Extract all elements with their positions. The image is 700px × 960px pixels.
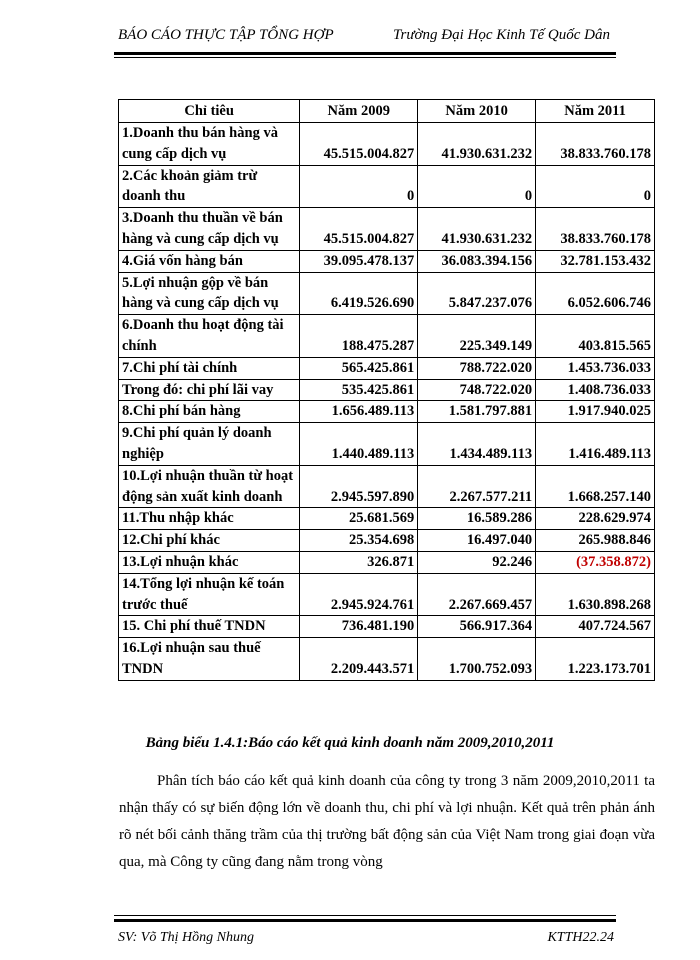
value-2010: 788.722.020 — [418, 357, 536, 379]
value-2009: 25.354.698 — [300, 530, 418, 552]
page-header — [118, 27, 610, 44]
value-2009: 6.419.526.690 — [300, 272, 418, 315]
value-2009: 2.945.924.761 — [300, 573, 418, 616]
table-row — [119, 530, 655, 552]
table-row — [119, 423, 655, 466]
table-row — [119, 379, 655, 401]
value-2011: 1.668.257.140 — [536, 465, 655, 508]
row-label: 7.Chi phí tài chính — [119, 357, 300, 379]
footer-rule-thin — [114, 915, 616, 916]
value-2011: 38.833.760.178 — [536, 208, 655, 251]
value-2011: 32.781.153.432 — [536, 250, 655, 272]
student-name: SV: Võ Thị Hồng Nhung — [118, 930, 254, 945]
value-2009: 2.209.443.571 — [300, 638, 418, 681]
row-label: 1.Doanh thu bán hàng và cung cấp dịch vụ — [119, 123, 300, 166]
row-label: 12.Chi phí khác — [119, 530, 300, 552]
table-row — [119, 573, 655, 616]
value-2009: 535.425.861 — [300, 379, 418, 401]
value-2010: 2.267.577.211 — [418, 465, 536, 508]
row-label: 13.Lợi nhuận khác — [119, 551, 300, 573]
row-label: 10.Lợi nhuận thuần từ hoạt động sản xuất kinh doanh — [119, 465, 300, 508]
header-rule-thin — [114, 57, 616, 58]
value-2011: 0 — [536, 165, 655, 208]
value-2011: 265.988.846 — [536, 530, 655, 552]
row-label: 14.Tổng lợi nhuận kế toán trước thuế — [119, 573, 300, 616]
page-footer — [118, 930, 614, 946]
table-row — [119, 357, 655, 379]
income-statement-table — [118, 99, 655, 681]
value-2011: 407.724.567 — [536, 616, 655, 638]
table-row — [119, 272, 655, 315]
value-2011: 403.815.565 — [536, 315, 655, 358]
value-2010: 1.700.752.093 — [418, 638, 536, 681]
value-2009: 1.440.489.113 — [300, 423, 418, 466]
row-label: 8.Chi phí bán hàng — [119, 401, 300, 423]
value-2009: 25.681.569 — [300, 508, 418, 530]
value-2011: 38.833.760.178 — [536, 123, 655, 166]
table-row — [119, 551, 655, 573]
value-2009: 736.481.190 — [300, 616, 418, 638]
value-2011: 1.223.173.701 — [536, 638, 655, 681]
row-label: 6.Doanh thu hoạt động tài chính — [119, 315, 300, 358]
value-2010: 16.497.040 — [418, 530, 536, 552]
report-title: BÁO CÁO THỰC TẬP TỔNG HỢP — [118, 27, 334, 43]
value-2010: 748.722.020 — [418, 379, 536, 401]
table-row — [119, 465, 655, 508]
value-2010: 92.246 — [418, 551, 536, 573]
row-label: 15. Chi phí thuế TNDN — [119, 616, 300, 638]
row-label: 4.Giá vốn hàng bán — [119, 250, 300, 272]
value-2009: 326.871 — [300, 551, 418, 573]
value-2011: (37.358.872) — [536, 551, 655, 573]
table-row — [119, 165, 655, 208]
value-2010: 16.589.286 — [418, 508, 536, 530]
value-2009: 1.656.489.113 — [300, 401, 418, 423]
value-2011: 1.408.736.033 — [536, 379, 655, 401]
university-name: Trường Đại Học Kinh Tế Quốc Dân — [392, 27, 610, 43]
value-2010: 2.267.669.457 — [418, 573, 536, 616]
table-caption: Bảng biểu 1.4.1:Báo cáo kết quả kinh doanh năm 2009,2010,2011 — [145, 735, 555, 751]
value-2011: 6.052.606.746 — [536, 272, 655, 315]
column-header-indicator: Chỉ tiêu — [119, 100, 300, 123]
value-2010: 5.847.237.076 — [418, 272, 536, 315]
row-label: Trong đó: chi phí lãi vay — [119, 379, 300, 401]
row-label: 9.Chi phí quản lý doanh nghiệp — [119, 423, 300, 466]
column-header-2009: Năm 2009 — [300, 100, 418, 123]
footer-rule-thick — [114, 919, 616, 922]
value-2010: 0 — [418, 165, 536, 208]
value-2009: 45.515.004.827 — [300, 123, 418, 166]
table-row — [119, 208, 655, 251]
value-2011: 1.630.898.268 — [536, 573, 655, 616]
table-row — [119, 508, 655, 530]
table-row — [119, 250, 655, 272]
table-header-row — [119, 100, 655, 123]
table-row — [119, 638, 655, 681]
header-rule-thick — [114, 52, 616, 55]
value-2009: 2.945.597.890 — [300, 465, 418, 508]
value-2010: 1.581.797.881 — [418, 401, 536, 423]
value-2011: 1.917.940.025 — [536, 401, 655, 423]
table-row — [119, 123, 655, 166]
value-2010: 566.917.364 — [418, 616, 536, 638]
value-2009: 188.475.287 — [300, 315, 418, 358]
value-2009: 45.515.004.827 — [300, 208, 418, 251]
row-label: 16.Lợi nhuận sau thuế TNDN — [119, 638, 300, 681]
value-2011: 1.416.489.113 — [536, 423, 655, 466]
row-label: 5.Lợi nhuận gộp về bán hàng và cung cấp dịch vụ — [119, 272, 300, 315]
column-header-2011: Năm 2011 — [536, 100, 655, 123]
value-2009: 565.425.861 — [300, 357, 418, 379]
value-2010: 41.930.631.232 — [418, 123, 536, 166]
value-2010: 1.434.489.113 — [418, 423, 536, 466]
value-2009: 39.095.478.137 — [300, 250, 418, 272]
row-label: 2.Các khoản giảm trừ doanh thu — [119, 165, 300, 208]
row-label: 11.Thu nhập khác — [119, 508, 300, 530]
table-row — [119, 401, 655, 423]
value-2011: 228.629.974 — [536, 508, 655, 530]
value-2011: 1.453.736.033 — [536, 357, 655, 379]
value-2009: 0 — [300, 165, 418, 208]
column-header-2010: Năm 2010 — [418, 100, 536, 123]
row-label: 3.Doanh thu thuần về bán hàng và cung cấp dịch vụ — [119, 208, 300, 251]
table-row — [119, 616, 655, 638]
value-2010: 225.349.149 — [418, 315, 536, 358]
value-2010: 41.930.631.232 — [418, 208, 536, 251]
value-2010: 36.083.394.156 — [418, 250, 536, 272]
analysis-paragraph: Phân tích báo cáo kết quả kinh doanh của công ty trong 3 năm 2009,2010,2011 ta nhận thấy có sự biến động lớn về doanh thu, chi phí và lợi nhuận. Kết quả trên phản ánh rõ nét bối cảnh thăng trầm của thị trường bất động sản của Việt Nam trong giai đoạn vừa qua, mà Công ty cũng đang nằm trong vòng — [119, 773, 655, 870]
class-code: KTTH22.24 — [547, 930, 614, 945]
table-row — [119, 315, 655, 358]
